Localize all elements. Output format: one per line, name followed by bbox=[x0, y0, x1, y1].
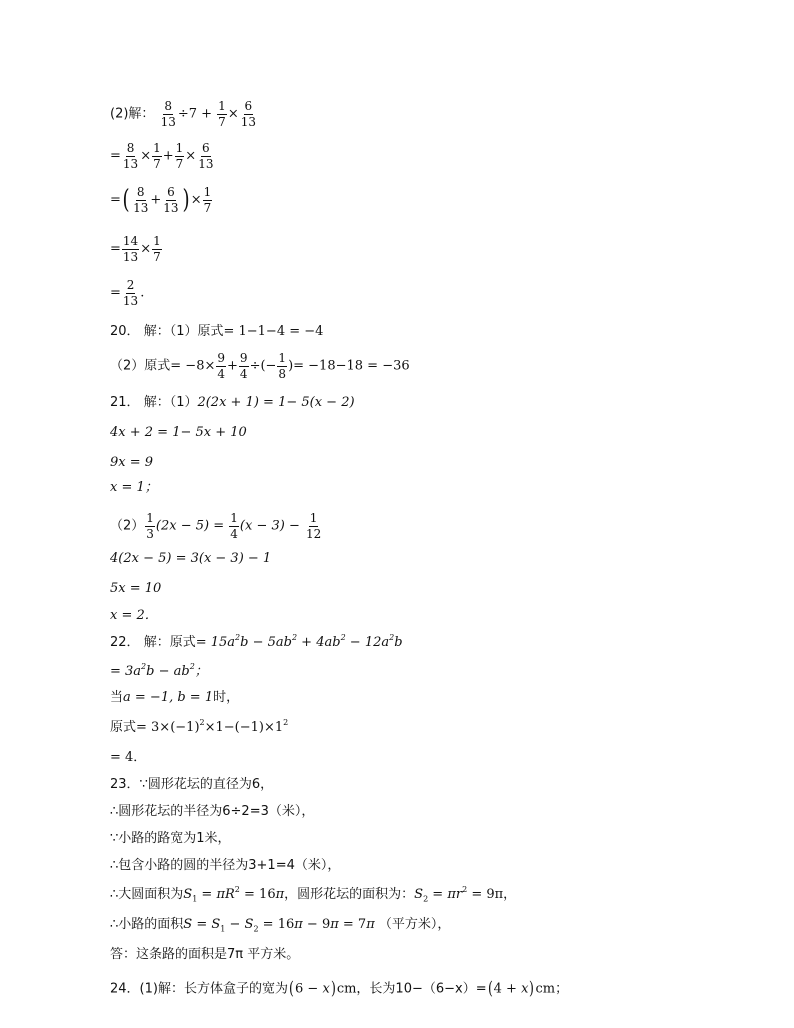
fraction: $\frac{8}{13}$ bbox=[133, 185, 149, 215]
fraction: $\frac{1}{7}$ bbox=[203, 185, 212, 215]
fraction: $\frac{1}{12}$ bbox=[305, 511, 322, 541]
equation-step: 9x = 9 bbox=[110, 455, 154, 470]
line-label: (2)解： bbox=[110, 106, 155, 122]
line-label: （2） bbox=[110, 518, 145, 534]
fraction: $\frac{6}{13}$ bbox=[163, 185, 179, 215]
fraction: $\frac{2}{13}$ bbox=[122, 278, 139, 308]
solution-line: = $\frac{2}{13}$ . bbox=[110, 278, 145, 308]
problem-23-line: 23．∵圆形花坛的直径为6， bbox=[110, 777, 274, 792]
problem-21-part2: （2） $\frac{1}{3}$ (2x − 5) = $\frac{1}{4}$ (x − 3) − $\frac{1}{12}$ bbox=[110, 511, 322, 541]
equation-step: 4(2x − 5) = 3(x − 3) − 1 bbox=[110, 551, 272, 566]
equation-step: 原式= $3\times(-1)^2\times 1-(-1)\times 1^2$ bbox=[110, 718, 289, 735]
problem-23-line: ∵小路的路宽为1米， bbox=[110, 831, 231, 846]
expression: 2(2x + 1) = 1− 5(x − 2) bbox=[197, 395, 355, 410]
solution-line: (2)解： $\frac{8}{13}$ ÷7 + $\frac{1}{7}$ × $\frac{6}{13}$ bbox=[110, 99, 256, 129]
problem-23-line: ∴小路的面积$S = S_1 - S_2 = 16\pi - 9\pi = 7\pi$ （平方米）， bbox=[110, 917, 451, 934]
line-label: 解：（1）原式 bbox=[143, 324, 224, 339]
solution-line: =( $\frac{8}{13}$ + $\frac{6}{13}$ ) × $\frac{1}{7}$ bbox=[110, 185, 212, 216]
fraction: $\frac{1}{3}$ bbox=[146, 511, 154, 541]
problem-23-line: ∴圆形花坛的半径为6÷2=3（米）， bbox=[110, 804, 315, 819]
problem-number: 21． bbox=[110, 395, 140, 410]
fraction: $\frac{9}{4}$ bbox=[217, 351, 226, 381]
equation-step: 5x = 10 bbox=[110, 581, 162, 596]
equation-step: x = 1； bbox=[110, 480, 158, 495]
fraction: $\frac{1}{7}$ bbox=[218, 99, 226, 129]
problem-23-line: ∴包含小路的圆的半径为3+1=4（米）， bbox=[110, 858, 341, 873]
fraction: $\frac{8}{13}$ bbox=[160, 99, 176, 129]
fraction: $\frac{14}{13}$ bbox=[122, 234, 139, 264]
fraction: $\frac{1}{7}$ bbox=[153, 141, 161, 171]
fraction: $\frac{8}{13}$ bbox=[122, 141, 139, 171]
problem-20-part1 bbox=[110, 325, 323, 338]
expression: = 1−1−4 = −4 bbox=[223, 324, 324, 339]
fraction: $\frac{1}{4}$ bbox=[230, 511, 238, 541]
line-label: 解：（1） bbox=[143, 395, 198, 410]
substitution-line: 当a = −1, b = 1时， bbox=[110, 690, 240, 705]
equation-step: = 4． bbox=[110, 750, 147, 765]
line-label: （2）原式 bbox=[110, 358, 171, 374]
fraction: $\frac{6}{13}$ bbox=[240, 99, 256, 129]
equation-step: 4x + 2 = 1− 5x + 10 bbox=[110, 425, 247, 440]
answer-line: 答：这条路的面积是7π 平方米。 bbox=[110, 947, 300, 962]
fraction: $\frac{9}{4}$ bbox=[239, 351, 248, 381]
expression: = −18−18 = −36 bbox=[293, 358, 410, 374]
problem-number: 20． bbox=[110, 324, 140, 339]
problem-20-part2: （2）原式= −8× $\frac{9}{4}$ + $\frac{9}{4}$ ÷(− $\frac{1}{8}$ )= −18−18 = −36 bbox=[110, 351, 410, 381]
line-label: 解：原式 bbox=[143, 635, 196, 650]
problem-22: 22． 解：原式= $15a^2b - 5ab^2 + 4ab^2 - 12a^2b$ bbox=[110, 633, 403, 650]
problem-23-line: ∴大圆面积为$S_1 = \pi R^2 = 16\pi$，圆形花坛的面积为：$S_2 = \pi r^2 = 9\pi$， bbox=[110, 885, 517, 904]
fraction: $\frac{1}{7}$ bbox=[175, 141, 184, 171]
solution-line: = $\frac{14}{13}$ × $\frac{1}{7}$ bbox=[110, 234, 161, 264]
problem-number: 22． bbox=[110, 635, 140, 650]
fraction: $\frac{6}{13}$ bbox=[198, 141, 214, 171]
problem-21-part1 bbox=[110, 396, 355, 409]
solution-line: = $\frac{8}{13}$ × $\frac{1}{7}$ + $\frac{1}{7}$ × $\frac{6}{13}$ bbox=[110, 141, 214, 171]
fraction: $\frac{1}{8}$ bbox=[278, 351, 287, 381]
equation-step: = $3a^2b - ab^2$； bbox=[110, 662, 208, 679]
problem-24-line: 24．(1)解：长方体盒子的宽为(6 − x)cm，长为10−（6−x）=(4 + x)cm； bbox=[110, 978, 569, 999]
equation-step: x = 2． bbox=[110, 608, 158, 623]
fraction: $\frac{1}{7}$ bbox=[153, 234, 161, 264]
